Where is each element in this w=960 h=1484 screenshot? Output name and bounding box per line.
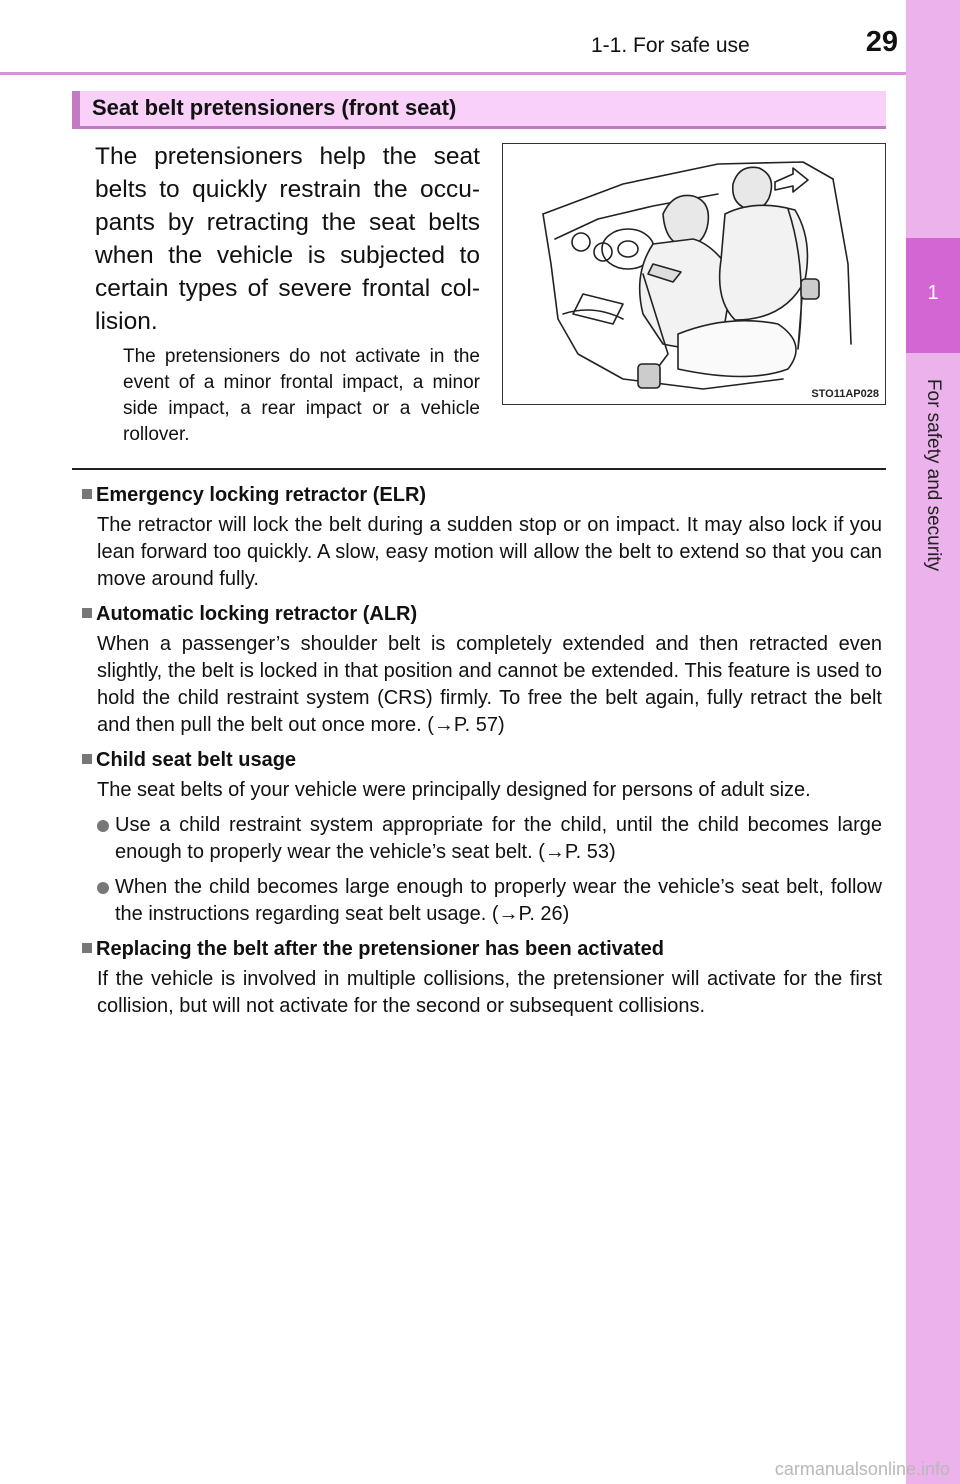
bullet-text: Use a child restraint system appropriate for the child, until the child becomes large enough to properly wear the vehicle’s seat belt. (→P. 53) <box>115 814 882 863</box>
running-header: 1-1. For safe use <box>591 34 750 57</box>
item-alr <box>82 601 882 739</box>
pretensioner-illustration <box>502 143 886 405</box>
chapter-number: 1 <box>927 282 939 304</box>
item-title-text: Child seat belt usage <box>96 749 297 771</box>
item-text: The seat belts of your vehicle were principally designed for persons of adult size. <box>97 779 811 801</box>
list-item <box>97 812 882 866</box>
section-header-bar <box>72 91 80 126</box>
square-bullet-icon <box>82 489 92 499</box>
section-divider <box>72 468 886 470</box>
item-title <box>82 936 882 962</box>
watermark: carmanualsonline.info <box>774 1459 950 1479</box>
circle-bullet-icon <box>97 882 109 894</box>
item-title <box>82 747 882 773</box>
square-bullet-icon <box>82 754 92 764</box>
item-title <box>82 482 882 508</box>
header-rule <box>0 72 906 75</box>
chapter-tab[interactable] <box>906 238 960 353</box>
item-child-seat-belt <box>82 747 882 928</box>
page-number: 29 <box>865 26 898 58</box>
item-title-text: Replacing the belt after the pretensioner has been activated <box>96 938 664 960</box>
item-elr <box>82 482 882 593</box>
intro-paragraph: The pretensioners help the seat belts to quickly restrain the occupants by retracting the seat belts when the vehicle is subjected to certain types of severe frontal collision. <box>95 143 480 335</box>
item-text: If the vehicle is involved in multiple collisions, the pretensioner will activate for the first collision, but will not activate for the second or subsequent collisions. <box>97 968 882 1017</box>
list-item <box>97 874 882 928</box>
item-text: When a passenger’s shoulder belt is completely extended and then retracted even slightly, the belt is locked in that position and cannot be extended. This feature is used to hold the child restraint system (CRS) firmly. To free the belt again, fully retract the belt and then pull the belt out once more. (→P. 57) <box>97 633 882 736</box>
section-title: Seat belt pretensioners (front seat) <box>92 95 457 120</box>
item-title-text: Emergency locking retractor (ELR) <box>96 484 427 506</box>
item-title-text: Automatic locking retractor (ALR) <box>96 603 418 625</box>
chapter-title: For safety and security <box>923 378 944 572</box>
square-bullet-icon <box>82 608 92 618</box>
note-paragraph: The pretensioners do not activate in the event of a minor frontal impact, a minor side impact, a rear impact or a vehicle rollover. <box>123 346 480 445</box>
content-body <box>82 482 882 1028</box>
vehicle-interior-drawing <box>503 144 886 405</box>
item-text: The retractor will lock the belt during a sudden stop or on impact. It may also lock if you lean forward too quickly. A slow, easy motion will allow the belt to extend so that you can move around fully. <box>97 514 882 590</box>
item-replacing-belt <box>82 936 882 1020</box>
circle-bullet-icon <box>97 820 109 832</box>
figure-code: STO11AP028 <box>811 388 879 400</box>
section-header <box>72 91 886 129</box>
chapter-sidebar <box>906 0 960 1484</box>
square-bullet-icon <box>82 943 92 953</box>
item-title <box>82 601 882 627</box>
bullet-text: When the child becomes large enough to properly wear the vehicle’s seat belt, follow the instructions regarding seat belt usage. (→P. 26) <box>115 876 882 925</box>
